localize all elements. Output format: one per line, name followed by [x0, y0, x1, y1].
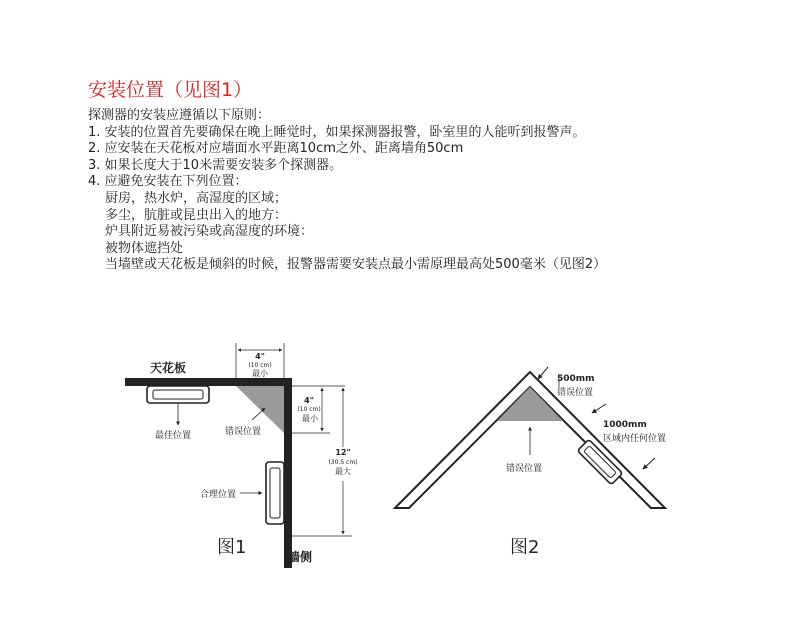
dead-air-zone	[236, 386, 284, 433]
rule-item: 2. 应安装在天花板对应墙面水平距离10cm之外、距离墙角50cm	[88, 141, 464, 157]
figure-1-caption: 图1	[217, 537, 247, 558]
dim-1000mm: 1000mm	[603, 420, 647, 430]
ok-position-label: 合理位置	[200, 490, 237, 500]
rules-intro: 探测器的安装应遵循以下原则：	[88, 108, 271, 123]
avoid-item: 当墙壁或天花板是倾斜的时候，报警器需要安装点最小需原理最高处500毫米（见图2）	[105, 257, 607, 273]
detector-inner-icon	[153, 390, 203, 399]
dim-vertical-value: 4"	[304, 396, 314, 405]
wrong-position-label: 错误位置	[506, 464, 543, 474]
avoid-item: 炉具附近易被污染或高湿度的环境：	[105, 224, 314, 240]
avoid-item: 厨房，热水炉，高湿度的区域；	[105, 190, 288, 206]
dim-horizontal-cm: (10 cm)	[248, 362, 272, 369]
avoid-item: 被物体遮挡处	[105, 240, 184, 256]
dim-max-value: 12"	[335, 448, 351, 457]
wall-shape	[284, 378, 292, 568]
page-title: 安装位置（见图1）	[88, 79, 253, 101]
dim-1000mm-note: 区域内任何位置	[603, 434, 667, 444]
dim-horizontal-note: 最小	[252, 369, 268, 378]
wrong-position-label: 错误位置	[225, 427, 262, 437]
best-position-label: 最佳位置	[155, 431, 192, 441]
dim-vertical-note: 最小	[302, 414, 318, 423]
figure-2-caption: 图2	[510, 537, 540, 558]
ceiling-label: 天花板	[150, 361, 187, 375]
dim-500mm: 500mm	[557, 374, 595, 384]
dim-max-note: 最大	[335, 467, 351, 476]
ceiling-shape	[125, 378, 292, 386]
rule-item: 3. 如果长度大于10米需要安装多个探测器。	[88, 157, 343, 173]
rule-item: 1. 安装的位置首先要确保在晚上睡觉时，如果探测器报警，卧室里的人能听到报警声。	[88, 124, 586, 140]
figure-1	[125, 343, 361, 568]
dim-500mm-note: 错误位置	[557, 388, 594, 398]
wall-label: 墙侧	[288, 550, 313, 564]
rule-item: 4. 应避免安装在下列位置：	[88, 174, 248, 190]
dim-horizontal-value: 4"	[255, 352, 265, 361]
figure-2	[395, 367, 666, 558]
dim-vertical-cm: (10 cm)	[297, 406, 321, 413]
dim-max-cm: (30.5 cm)	[328, 459, 358, 466]
detector-inner-icon	[270, 468, 280, 518]
avoid-item: 多尘，肮脏或昆虫出入的地方：	[105, 207, 288, 223]
